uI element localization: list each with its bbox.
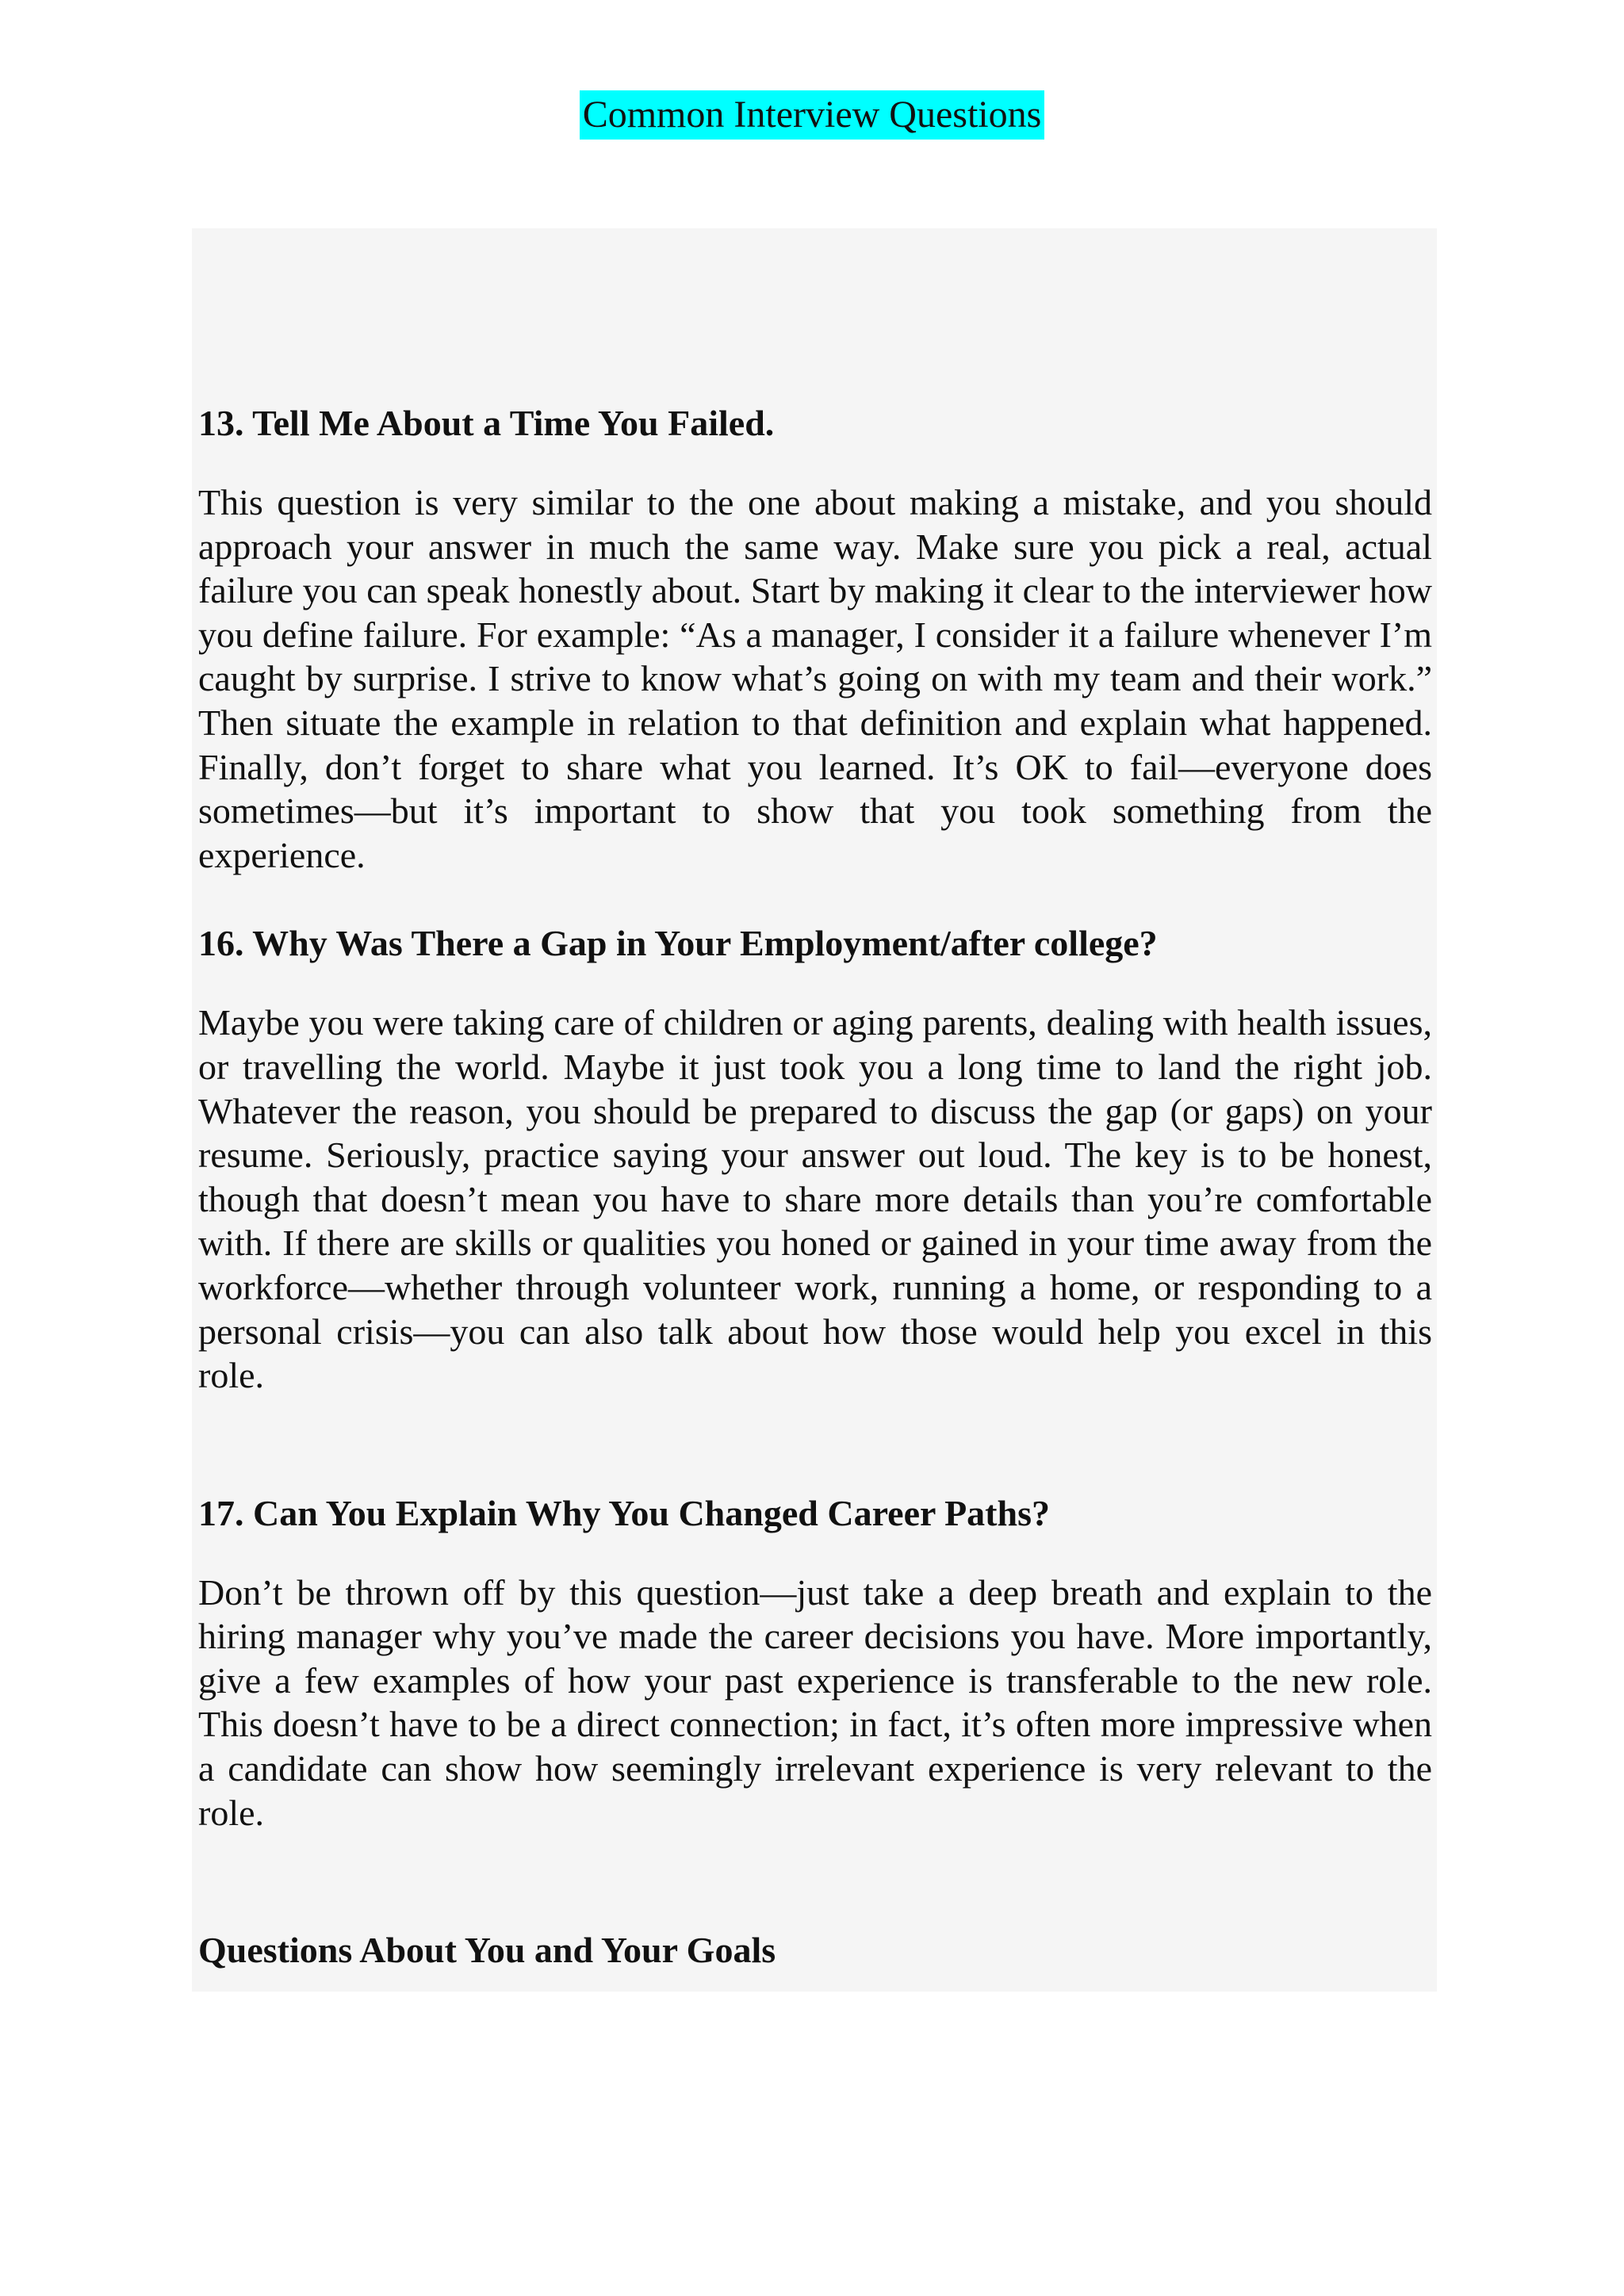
section-body-17: Don’t be thrown off by this question—just take a deep breath and explain to the hiring manager why you’ve made the career decisions you have. More importantly, give a few examples of how your past experience is transferable to the new role. This doesn’t have to be a direct connection; in fact, it’s often more impressive when a candidate can show how seemingly irrelevant experience is very relevant to the role. xyxy=(198,1571,1432,1833)
closing-heading: Questions About You and Your Goals xyxy=(198,1930,776,1971)
content-panel xyxy=(192,228,1437,1992)
section-heading-16: 16. Why Was There a Gap in Your Employment/after college? xyxy=(198,923,1158,964)
section-heading-17: 17. Can You Explain Why You Changed Career Paths? xyxy=(198,1492,1050,1533)
section-body-16: Maybe you were taking care of children or aging parents, dealing with health issues, or travelling the world. Maybe it just took you a long time to land the right job. Whatever the reason, you should be prepared to discuss the gap (or gaps) on your resume. Seriously, practice saying your answer out loud. The key is to be honest, though that doesn’t mean you have to share more details than you’re comfortable with. If there are skills or qualities you honed or gained in your time away from the workforce—whether through volunteer work, running a home, or responding to a personal crisis—you can also talk about how those would help you excel in this role. xyxy=(198,1002,1432,1396)
section-body-13: This question is very similar to the one about making a mistake, and you should approach your answer in much the same way. Make sure you pick a real, actual failure you can speak honestly about. Start by making it clear to the interviewer how you define failure. For example: “As a manager, I consider it a failure whenever I’m caught by surprise. I strive to know what’s going on with my team and their work.” Then situate the example in relation to that definition and explain what happened. Finally, don’t forget to share what you learned. It’s OK to fail—everyone does sometimes—but it’s important to show that you took something from the experience. xyxy=(198,482,1432,875)
section-heading-13: 13. Tell Me About a Time You Failed. xyxy=(198,403,775,443)
page-title: Common Interview Questions xyxy=(580,90,1045,140)
page-header xyxy=(0,90,1624,140)
